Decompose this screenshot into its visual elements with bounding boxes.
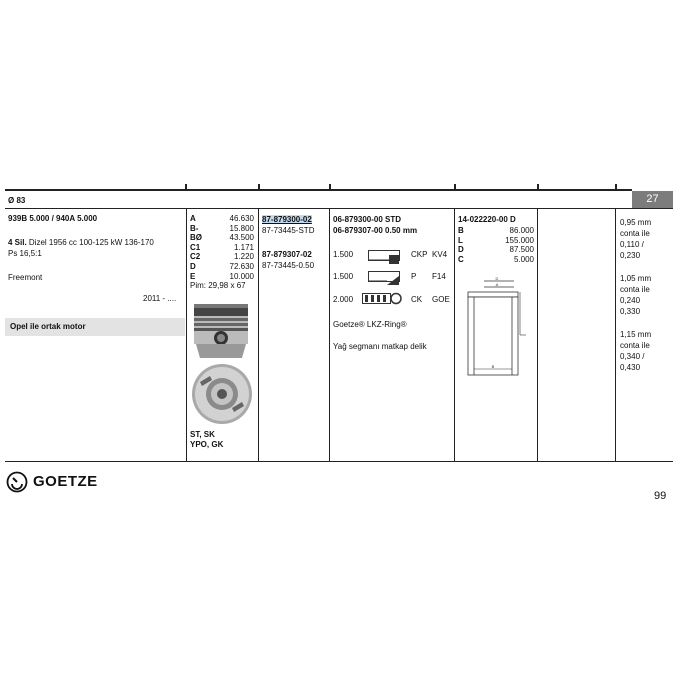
dimension-label: D [190,262,196,271]
piston-os-ref: 87-73445-0.50 [262,261,315,270]
ring-code: P [411,272,417,281]
header-rule [5,208,673,209]
dimension-label: A [190,214,196,223]
vehicle-model: Freemont [8,273,43,282]
piston-codes-line1: ST, SK [190,430,215,439]
column-tick [454,184,456,190]
dimension-row [190,233,254,243]
gasket-group [620,217,651,261]
shared-engine-note: Opel ile ortak motor [10,322,86,331]
ring-extra: F14 [432,272,446,281]
liner-label: D [458,245,464,255]
liner-row [458,245,534,255]
bottom-rule [5,461,673,462]
footer-page-number: 99 [654,490,667,502]
piston-os-part: 87-879307-02 [262,250,312,259]
dimension-value: 15.800 [229,223,254,233]
goetze-logo-icon [6,471,28,493]
gasket-range: 0,330 [620,307,641,316]
piston-std-ref: 87-73445-STD [262,226,315,235]
liner-value: 5.000 [513,254,534,264]
gasket-thickness: 1,15 mm [620,330,652,339]
dimension-row [190,262,254,272]
ring-size: 1.500 [333,272,354,281]
gasket-text: conta ile [620,341,650,350]
dimension-row [190,214,254,224]
column-divider [454,209,455,461]
column-tick [537,184,539,190]
liner-diagram [462,275,532,385]
gasket-text: conta ile [620,229,650,238]
gasket-thickness: 1,05 mm [620,274,652,283]
dimension-label: C1 [190,242,201,252]
cylinder-count: 4 Sil. [8,238,27,247]
gasket-group [620,273,651,317]
column-tick [185,184,187,190]
ring-os-part: 06-879307-00 0.50 mm [333,226,418,235]
dimension-row [190,252,254,262]
piston-std-part [262,215,312,225]
piston-codes-line2: YPO, GK [190,440,224,449]
piston-side-image [190,300,252,362]
ring-brand-note: Goetze® LKZ-Ring® [333,320,407,329]
column-divider [615,209,616,461]
gasket-text: conta ile [620,285,650,294]
liner-value: 87.500 [509,245,534,255]
liner-label: B [458,226,464,235]
liner-row [458,226,534,236]
ring-std-part: 06-879300-00 STD [333,215,402,224]
model-years: 2011 - .... [143,294,177,303]
liner-part: 14-022220-00 D [458,215,516,224]
page-number-badge [632,191,673,208]
ring-profile-icon [368,271,400,282]
liner-value: 86.000 [509,226,534,235]
pin-size: Pim: 29,98 x 67 [190,281,246,291]
gasket-range: 0,230 [620,251,641,260]
piston-std-part-number: 87-879300-02 [262,215,312,224]
column-tick [615,184,617,190]
page-number: 27 [646,193,659,205]
dimension-label: E [190,271,196,281]
ring-size: 1.500 [333,250,354,259]
dimension-row [190,243,254,253]
dimension-value: 1.220 [233,252,254,262]
svg-text:D: D [495,276,499,281]
liner-value: 155.000 [505,235,534,245]
dimension-label: C2 [190,252,201,262]
gasket-thickness: 0,95 mm [620,218,652,227]
svg-text:A: A [495,282,499,287]
engine-spec-text: Dizel 1956 cc 100-125 kW 136-170 [26,238,154,247]
liner-row [458,255,534,265]
column-tick [329,184,331,190]
dimension-label: BØ [190,233,202,243]
ring-profile-icon [368,250,400,261]
column-tick [258,184,260,190]
engine-spec-line1 [8,238,154,248]
ring-size: 2.000 [333,295,354,304]
oil-ring-note: Yağ segmanı matkap delik [333,342,427,351]
dimension-row [190,224,254,234]
column-divider [537,209,538,461]
column-divider [329,209,330,461]
dimension-label: B- [190,223,199,233]
gasket-range: 0,240 [620,296,641,305]
dimension-value: 46.630 [229,214,254,223]
column-divider [258,209,259,461]
diameter-label: Ø 83 [8,196,26,205]
gasket-range: 0,340 / [620,352,645,361]
liner-label: L [458,235,463,245]
gasket-range: 0,110 / [620,240,644,249]
liner-row [458,236,534,246]
gasket-range: 0,430 [620,363,641,372]
engine-codes: 939B 5.000 / 940A 5.000 [8,214,98,223]
oil-ring-profile-icon [362,291,402,306]
dimension-row [190,272,254,282]
gasket-group [620,329,651,373]
dimension-value: 43.500 [229,233,254,243]
ring-extra: KV4 [432,250,448,259]
piston-top-image [190,362,254,426]
svg-text:B: B [491,364,495,369]
dimension-value: 72.630 [229,262,254,271]
ring-code: CK [411,295,423,304]
dimension-value: 1.171 [233,242,254,252]
brand-name: GOETZE [33,473,98,490]
ring-code: CKP [411,250,428,259]
column-divider [186,209,187,461]
ring-extra: GOE [432,295,450,304]
engine-spec-line2: Ps 16,5:1 [8,249,42,258]
dimension-value: 10.000 [229,271,254,281]
liner-label: C [458,254,464,264]
